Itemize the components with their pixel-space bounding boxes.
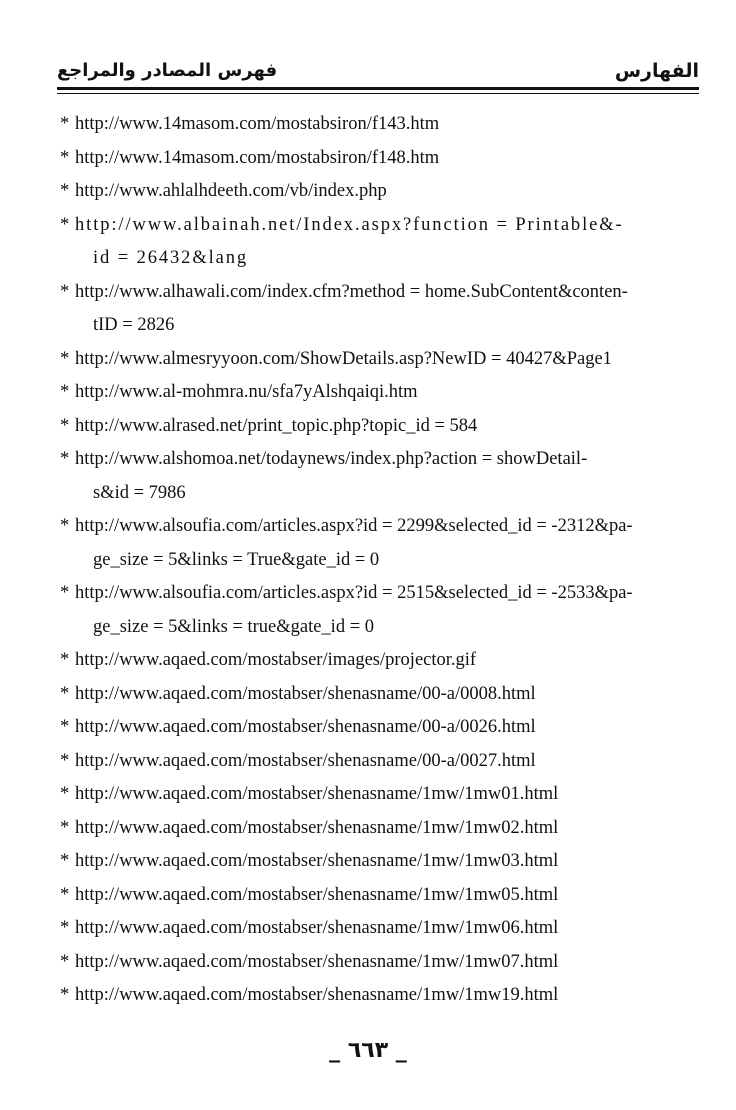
reference-url: http://www.alhawali.com/index.cfm?method = home.SubContent&conten- <box>75 281 628 302</box>
reference-item <box>60 946 660 980</box>
reference-item <box>60 879 660 913</box>
reference-url: http://www.alshomoa.net/todaynews/index.php?action = showDetail- <box>75 449 588 469</box>
reference-url: http://www.aqaed.com/mostabser/shenasname/1mw/1mw19.html <box>75 985 559 1005</box>
header-rule-thick <box>57 87 699 90</box>
reference-url: http://www.aqaed.com/mostabser/shenasname/00-a/0026.html <box>75 717 536 737</box>
reference-item <box>60 845 660 879</box>
reference-url: http://www.al-mohmra.nu/sfa7yAlshqaiqi.htm <box>75 382 418 402</box>
section-title: الفهارس <box>614 60 699 82</box>
reference-url: http://www.aqaed.com/mostabser/shenasname/1mw/1mw06.html <box>75 918 559 938</box>
reference-item <box>60 276 660 343</box>
reference-item <box>60 745 660 779</box>
reference-url: http://www.aqaed.com/mostabser/shenasname/1mw/1mw01.html <box>75 784 559 804</box>
reference-item <box>60 812 660 846</box>
reference-item <box>60 410 660 444</box>
bullet-asterisk: * <box>60 683 70 704</box>
bullet-asterisk: * <box>60 717 70 737</box>
bullet-asterisk: * <box>60 985 70 1005</box>
reference-url: http://www.albainah.net/Index.aspx?function = Printable&- <box>75 214 624 235</box>
bullet-asterisk: * <box>60 851 70 871</box>
bullet-asterisk: * <box>60 951 70 972</box>
reference-url: http://www.aqaed.com/mostabser/shenasname/1mw/1mw03.html <box>75 851 559 871</box>
bullet-asterisk: * <box>60 516 70 536</box>
bullet-asterisk: * <box>60 750 70 771</box>
reference-url-continuation: s&id = 7986 <box>93 482 186 503</box>
reference-url-continuation: tID = 2826 <box>93 315 175 335</box>
bullet-asterisk: * <box>60 583 70 603</box>
page-header <box>57 58 699 84</box>
bullet-asterisk: * <box>60 784 70 804</box>
bullet-asterisk: * <box>60 382 70 402</box>
bullet-asterisk: * <box>60 650 70 670</box>
reference-item <box>60 108 660 142</box>
reference-url: http://www.alsoufia.com/articles.aspx?id = 2299&selected_id = -2312&pa- <box>75 516 633 536</box>
reference-list <box>60 108 660 1013</box>
reference-url: http://www.aqaed.com/mostabser/shenasname/1mw/1mw05.html <box>75 884 559 905</box>
reference-item <box>60 678 660 712</box>
reference-url: http://www.alrased.net/print_topic.php?topic_id = 584 <box>75 415 478 436</box>
bullet-asterisk: * <box>60 147 70 168</box>
chapter-title: فهرس المصادر والمراجع <box>57 60 278 81</box>
reference-url: http://www.alsoufia.com/articles.aspx?id = 2515&selected_id = -2533&pa- <box>75 583 633 603</box>
reference-item <box>60 142 660 176</box>
reference-item <box>60 443 660 510</box>
reference-url: http://www.aqaed.com/mostabser/shenasname/00-a/0008.html <box>75 683 536 704</box>
bullet-asterisk: * <box>60 181 70 201</box>
bullet-asterisk: * <box>60 884 70 905</box>
reference-item <box>60 711 660 745</box>
reference-url-continuation: id = 26432&lang <box>93 248 249 268</box>
reference-url-continuation: ge_size = 5&links = true&gate_id = 0 <box>93 616 374 637</box>
reference-url: http://www.almesryyoon.com/ShowDetails.asp?NewID = 40427&Page1 <box>75 348 612 369</box>
page-number: _ ٦٦٣ _ <box>329 1038 407 1063</box>
bullet-asterisk: * <box>60 281 70 302</box>
header-rule-thin <box>57 93 699 94</box>
bullet-asterisk: * <box>60 449 70 469</box>
bullet-asterisk: * <box>60 348 70 369</box>
reference-item <box>60 376 660 410</box>
reference-item <box>60 510 660 577</box>
reference-url: http://www.aqaed.com/mostabser/images/projector.gif <box>75 650 477 670</box>
bullet-asterisk: * <box>60 817 70 838</box>
reference-item <box>60 175 660 209</box>
reference-item <box>60 209 660 276</box>
reference-item <box>60 644 660 678</box>
reference-url-continuation: ge_size = 5&links = True&gate_id = 0 <box>93 549 380 570</box>
reference-url: http://www.aqaed.com/mostabser/shenasname/00-a/0027.html <box>75 750 536 771</box>
reference-url: http://www.aqaed.com/mostabser/shenasname/1mw/1mw07.html <box>75 951 559 972</box>
reference-url: http://www.14masom.com/mostabsiron/f148.htm <box>75 147 440 168</box>
reference-url: http://www.14masom.com/mostabsiron/f143.htm <box>75 114 440 134</box>
bullet-asterisk: * <box>60 918 70 938</box>
reference-item <box>60 577 660 644</box>
reference-item <box>60 979 660 1013</box>
bullet-asterisk: * <box>60 214 72 235</box>
bullet-asterisk: * <box>60 114 70 134</box>
reference-url: http://www.aqaed.com/mostabser/shenasname/1mw/1mw02.html <box>75 817 559 838</box>
reference-url: http://www.ahlalhdeeth.com/vb/index.php <box>75 181 387 201</box>
bullet-asterisk: * <box>60 415 70 436</box>
reference-item <box>60 912 660 946</box>
reference-item <box>60 343 660 377</box>
reference-item <box>60 778 660 812</box>
